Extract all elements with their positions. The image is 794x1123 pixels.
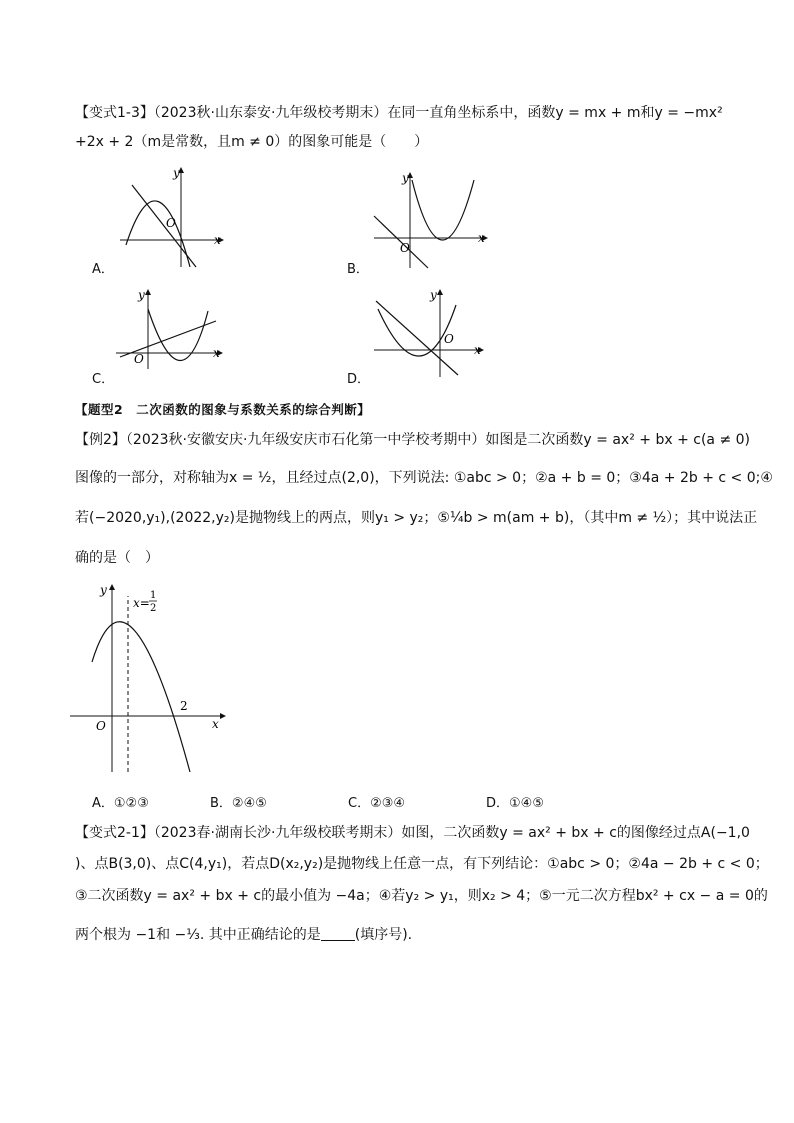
svg-text:x: x: [478, 231, 485, 245]
example2-line1: 【例2】（2023秋·安徽安庆·九年级安庆市石化第一中学校考期中）如图是二次函数y = ax² + bx + c(a ≠ 0): [75, 432, 750, 448]
graph-option-a: [118, 165, 228, 270]
variant21-line4-text: 两个根为 −1和 −⅓. 其中正确结论的是: [75, 927, 321, 943]
svg-text:x: x: [212, 717, 219, 731]
example2-line3: 若(−2020,y₁),(2022,y₂)是抛物线上的两点，则y₁ > y₂；⑤¼b > m(am + b)，（其中m ≠ ½）；其中说法正: [75, 510, 758, 526]
svg-text:y: y: [430, 288, 437, 302]
choice-d: D．①④⑤: [486, 796, 544, 811]
variant21-line1: 【变式2-1】（2023春·湖南长沙·九年级校联考期末）如图，二次函数y = ax² + bx + c的图像经过点A(−1,0: [75, 825, 750, 841]
option-c-label: C．: [92, 372, 115, 387]
svg-text:O: O: [134, 352, 144, 366]
svg-text:O: O: [166, 216, 176, 230]
svg-text:y: y: [100, 583, 107, 597]
section-heading: 【题型2 二次函数的图象与系数关系的综合判断】: [75, 402, 371, 417]
example2-graph: [70, 580, 230, 775]
example2-line2: 图像的一部分，对称轴为x = ½，且经过点(2,0)，下列说法: ①abc > 0；②a + b = 0；③4a + 2b + c < 0;④: [75, 470, 773, 486]
option-d-label: D．: [347, 372, 371, 387]
svg-text:O: O: [400, 241, 410, 255]
problem-v13-line2: +2x + 2（m是常数，且m ≠ 0）的图象可能是（ ）: [75, 134, 429, 150]
option-b-label: B．: [347, 262, 369, 277]
parabola: [126, 201, 190, 267]
svg-text:y: y: [173, 166, 180, 180]
svg-text:x: x: [474, 343, 481, 357]
parabola: [412, 180, 474, 240]
choice-a: A．①②③: [92, 796, 149, 811]
svg-text:2: 2: [150, 603, 157, 614]
svg-text:x=: x=: [133, 596, 150, 610]
svg-text:2: 2: [180, 699, 188, 713]
svg-text:y: y: [138, 288, 145, 302]
variant21-line3: ③二次函数y = ax² + bx + c的最小值为 −4a；④若y₂ > y₁，则x₂ > 4；⑤一元二次方程bx² + cx − a = 0的: [75, 888, 768, 904]
svg-text:O: O: [444, 332, 454, 346]
variant21-line2: )、点B(3,0)、点C(4,y₁)，若点D(x₂,y₂)是抛物线上任意一点，有下列结论：①abc > 0；②4a − 2b + c < 0；: [75, 856, 769, 872]
svg-text:1: 1: [150, 590, 157, 601]
answer-blank: [321, 926, 355, 941]
graph-option-d: [370, 285, 488, 380]
choice-b: B．②④⑤: [210, 796, 267, 811]
line: [132, 185, 196, 267]
svg-text:x: x: [214, 233, 221, 247]
svg-text:y: y: [402, 171, 409, 185]
example2-line4: 确的是（ ）: [75, 550, 159, 566]
parabola: [92, 622, 190, 772]
option-a-label: A．: [92, 262, 114, 277]
svg-text:x: x: [213, 346, 220, 360]
variant21-line4-end: (填序号).: [354, 927, 413, 943]
variant21-line4: [75, 925, 412, 945]
problem-v13-line1: 【变式1-3】（2023秋·山东泰安·九年级校考期末）在同一直角坐标系中，函数y = mx + m和y = −mx²: [75, 105, 723, 121]
choice-c: C．②③④: [348, 796, 406, 811]
graph-option-b: [370, 170, 490, 270]
svg-text:O: O: [96, 719, 106, 733]
graph-option-c: [112, 285, 227, 370]
